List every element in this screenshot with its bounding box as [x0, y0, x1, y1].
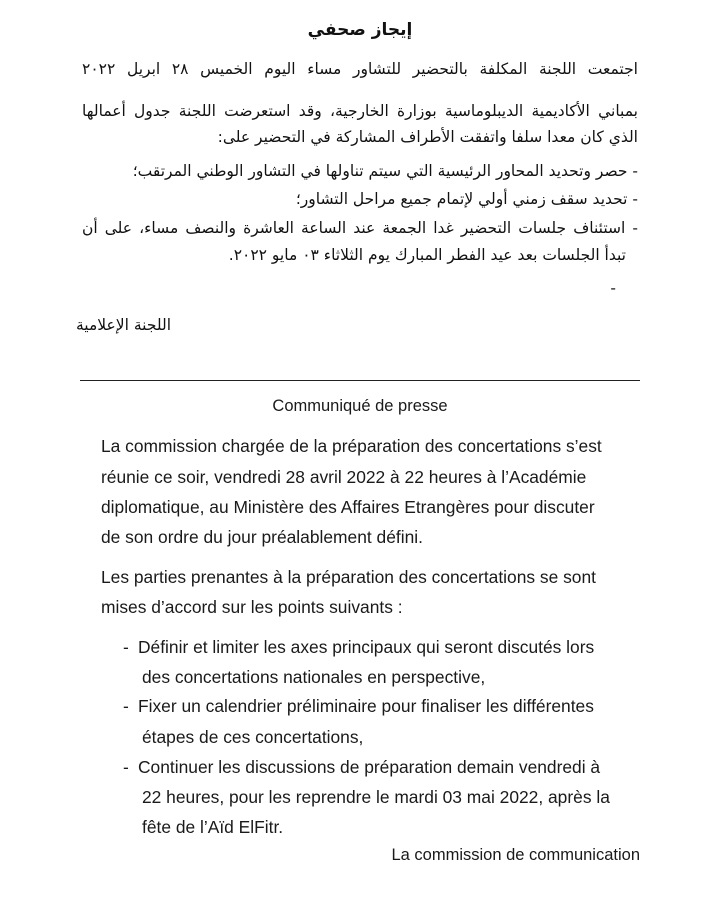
arabic-line-2: بمباني الأكاديمية الديبلوماسية بوزارة الخارجية، وقد استعرضت اللجنة جدول أعمالها	[82, 102, 638, 120]
french-paragraph1-line-2: réunie ce soir, vendredi 28 avril 2022 à 22 heures à l’Académie	[101, 467, 587, 487]
french-bullet-1: Définir et limiter les axes principaux qui seront discutés lors	[138, 637, 595, 657]
french-signature: La commission de communication	[391, 846, 640, 864]
section-divider	[80, 380, 640, 381]
french-title: Communiqué de presse	[272, 397, 448, 415]
french-bullet-marker: -	[123, 757, 129, 777]
arabic-empty-bullet: -	[610, 279, 616, 297]
french-paragraph2-line-1: Les parties prenantes à la préparation des concertations se sont	[101, 567, 596, 587]
french-bullet-marker: -	[123, 637, 129, 657]
arabic-signature: اللجنة الإعلامية	[76, 316, 172, 334]
french-bullet-2: Fixer un calendrier préliminaire pour finaliser les différentes	[138, 696, 594, 716]
arabic-line-1: اجتمعت اللجنة المكلفة بالتحضير للتشاور مساء اليوم الخميس ٢٨ ابريل ٢٠٢٢	[82, 60, 638, 78]
french-bullet-3-continued-2: fête de l’Aïd ElFitr.	[142, 817, 284, 837]
french-bullet-3: Continuer les discussions de préparation demain vendredi à	[138, 757, 601, 777]
french-paragraph2-line-2: mises d’accord sur les points suivants :	[101, 597, 403, 617]
arabic-line-3: الذي كان معدا سلفا واتفقت الأطراف المشاركة في التحضير على:	[217, 128, 638, 146]
french-bullet-marker: -	[123, 696, 129, 716]
arabic-bullet-1: - حصر وتحديد المحاور الرئيسية التي سيتم تناولها في التشاور الوطني المرتقب؛	[132, 162, 638, 180]
arabic-bullet-3-continued: تبدأ الجلسات بعد عيد الفطر المبارك يوم الثلاثاء ٠٣ مايو ٢٠٢٢.	[228, 246, 626, 264]
french-paragraph1-line-3: diplomatique, au Ministère des Affaires Etrangères pour discuter	[101, 497, 595, 517]
french-paragraph1-line-1: La commission chargée de la préparation des concertations s’est	[101, 436, 602, 456]
arabic-bullet-2: - تحديد سقف زمني أولي لإتمام جميع مراحل التشاور؛	[295, 190, 638, 208]
french-paragraph1-line-4: de son ordre du jour préalablement défini.	[101, 527, 423, 547]
arabic-bullet-3: - استئناف جلسات التحضير غدا الجمعة عند الساعة العاشرة والنصف مساء، على أن	[82, 219, 638, 237]
french-bullet-1-continued: des concertations nationales en perspective,	[142, 667, 486, 687]
french-bullet-2-continued: étapes de ces concertations,	[142, 727, 364, 747]
french-bullet-3-continued-1: 22 heures, pour les reprendre le mardi 03 mai 2022, après la	[142, 787, 610, 807]
arabic-title: إيجاز صحفي	[307, 20, 413, 40]
